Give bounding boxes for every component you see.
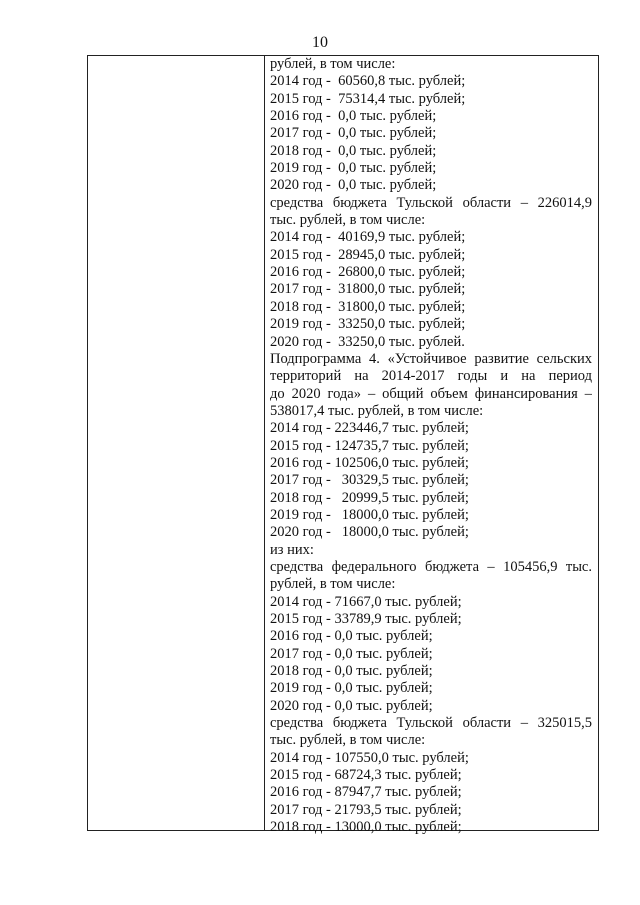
text-line: 2014 год - 223446,7 тыс. рублей; [270,420,469,437]
text-line: 2016 год - 0,0 тыс. рублей; [270,108,437,125]
page-number: 10 [312,34,328,51]
table-right-cell [265,56,598,836]
text-line: 2019 год - 0,0 тыс. рублей; [270,160,437,177]
text-line: 2015 год - 68724,3 тыс. рублей; [270,767,462,784]
text-line: 2020 год - 0,0 тыс. рублей; [270,177,437,194]
text-line: из них: [270,541,314,558]
table-left-cell [88,56,265,830]
text-line: 2018 год - 13000,0 тыс. рублей; [270,819,462,836]
text-line: 2014 год - 60560,8 тыс. рублей; [270,73,466,90]
text-line: 2014 год - 40169,9 тыс. рублей; [270,229,466,246]
text-line: 2018 год - 0,0 тыс. рублей; [270,663,433,680]
text-line: 2014 год - 107550,0 тыс. рублей; [270,749,469,766]
text-line: 2018 год - 20999,5 тыс. рублей; [270,489,469,506]
text-line: 2015 год - 28945,0 тыс. рублей; [270,246,466,263]
text-line: 2020 год - 18000,0 тыс. рублей; [270,524,469,541]
text-line: 2015 год - 33789,9 тыс. рублей; [270,611,462,627]
text-line: 2019 год - 0,0 тыс. рублей; [270,680,433,697]
text-line: 538017,4 тыс. рублей, в том числе: [270,402,484,419]
text-line: 2015 год - 75314,4 тыс. рублей; [270,90,466,107]
text-line: территорий на 2014-2017 годы и на период [270,368,592,385]
text-line: 2014 год - 71667,0 тыс. рублей; [270,593,462,610]
text-line: рублей, в том числе: [270,576,396,593]
text-line: 2016 год - 87947,7 тыс. рублей; [270,784,462,801]
text-line: до 2020 года» – общий объем финансирования – [270,385,592,402]
text-line: средства бюджета Тульской области – 325015,5 [270,715,592,732]
document-table [87,55,599,836]
text-line: 2017 год - 31800,0 тыс. рублей; [270,281,466,298]
text-line: 2020 год - 0,0 тыс. рублей; [270,697,433,714]
text-line: 2018 год - 0,0 тыс. рублей; [270,142,437,159]
text-line: средства бюджета Тульской области – 226014,9 [270,194,592,211]
text-line: 2017 год - 21793,5 тыс. рублей; [270,801,462,818]
text-line: 2019 год - 18000,0 тыс. рублей; [270,506,469,523]
text-line: 2016 год - 0,0 тыс. рублей; [270,628,433,645]
text-line: Подпрограмма 4. «Устойчивое развитие сельских [270,350,592,367]
text-line: 2016 год - 102506,0 тыс. рублей; [270,454,469,471]
text-line: 2020 год - 33250,0 тыс. рублей. [270,333,465,350]
text-line: 2016 год - 26800,0 тыс. рублей; [270,264,466,281]
text-line: 2017 год - 30329,5 тыс. рублей; [270,472,469,489]
text-line: 2019 год - 33250,0 тыс. рублей; [270,316,466,333]
text-line: 2015 год - 124735,7 тыс. рублей; [270,437,469,454]
text-line: 2017 год - 0,0 тыс. рублей; [270,125,437,142]
text-line: тыс. рублей, в том числе: [270,732,426,749]
text-line: 2017 год - 0,0 тыс. рублей; [270,645,433,662]
text-line: рублей, в том числе: [270,56,396,72]
text-line: тыс. рублей, в том числе: [270,212,426,229]
text-line: средства федерального бюджета – 105456,9 тыс. [270,558,592,575]
text-line: 2018 год - 31800,0 тыс. рублей; [270,298,466,315]
